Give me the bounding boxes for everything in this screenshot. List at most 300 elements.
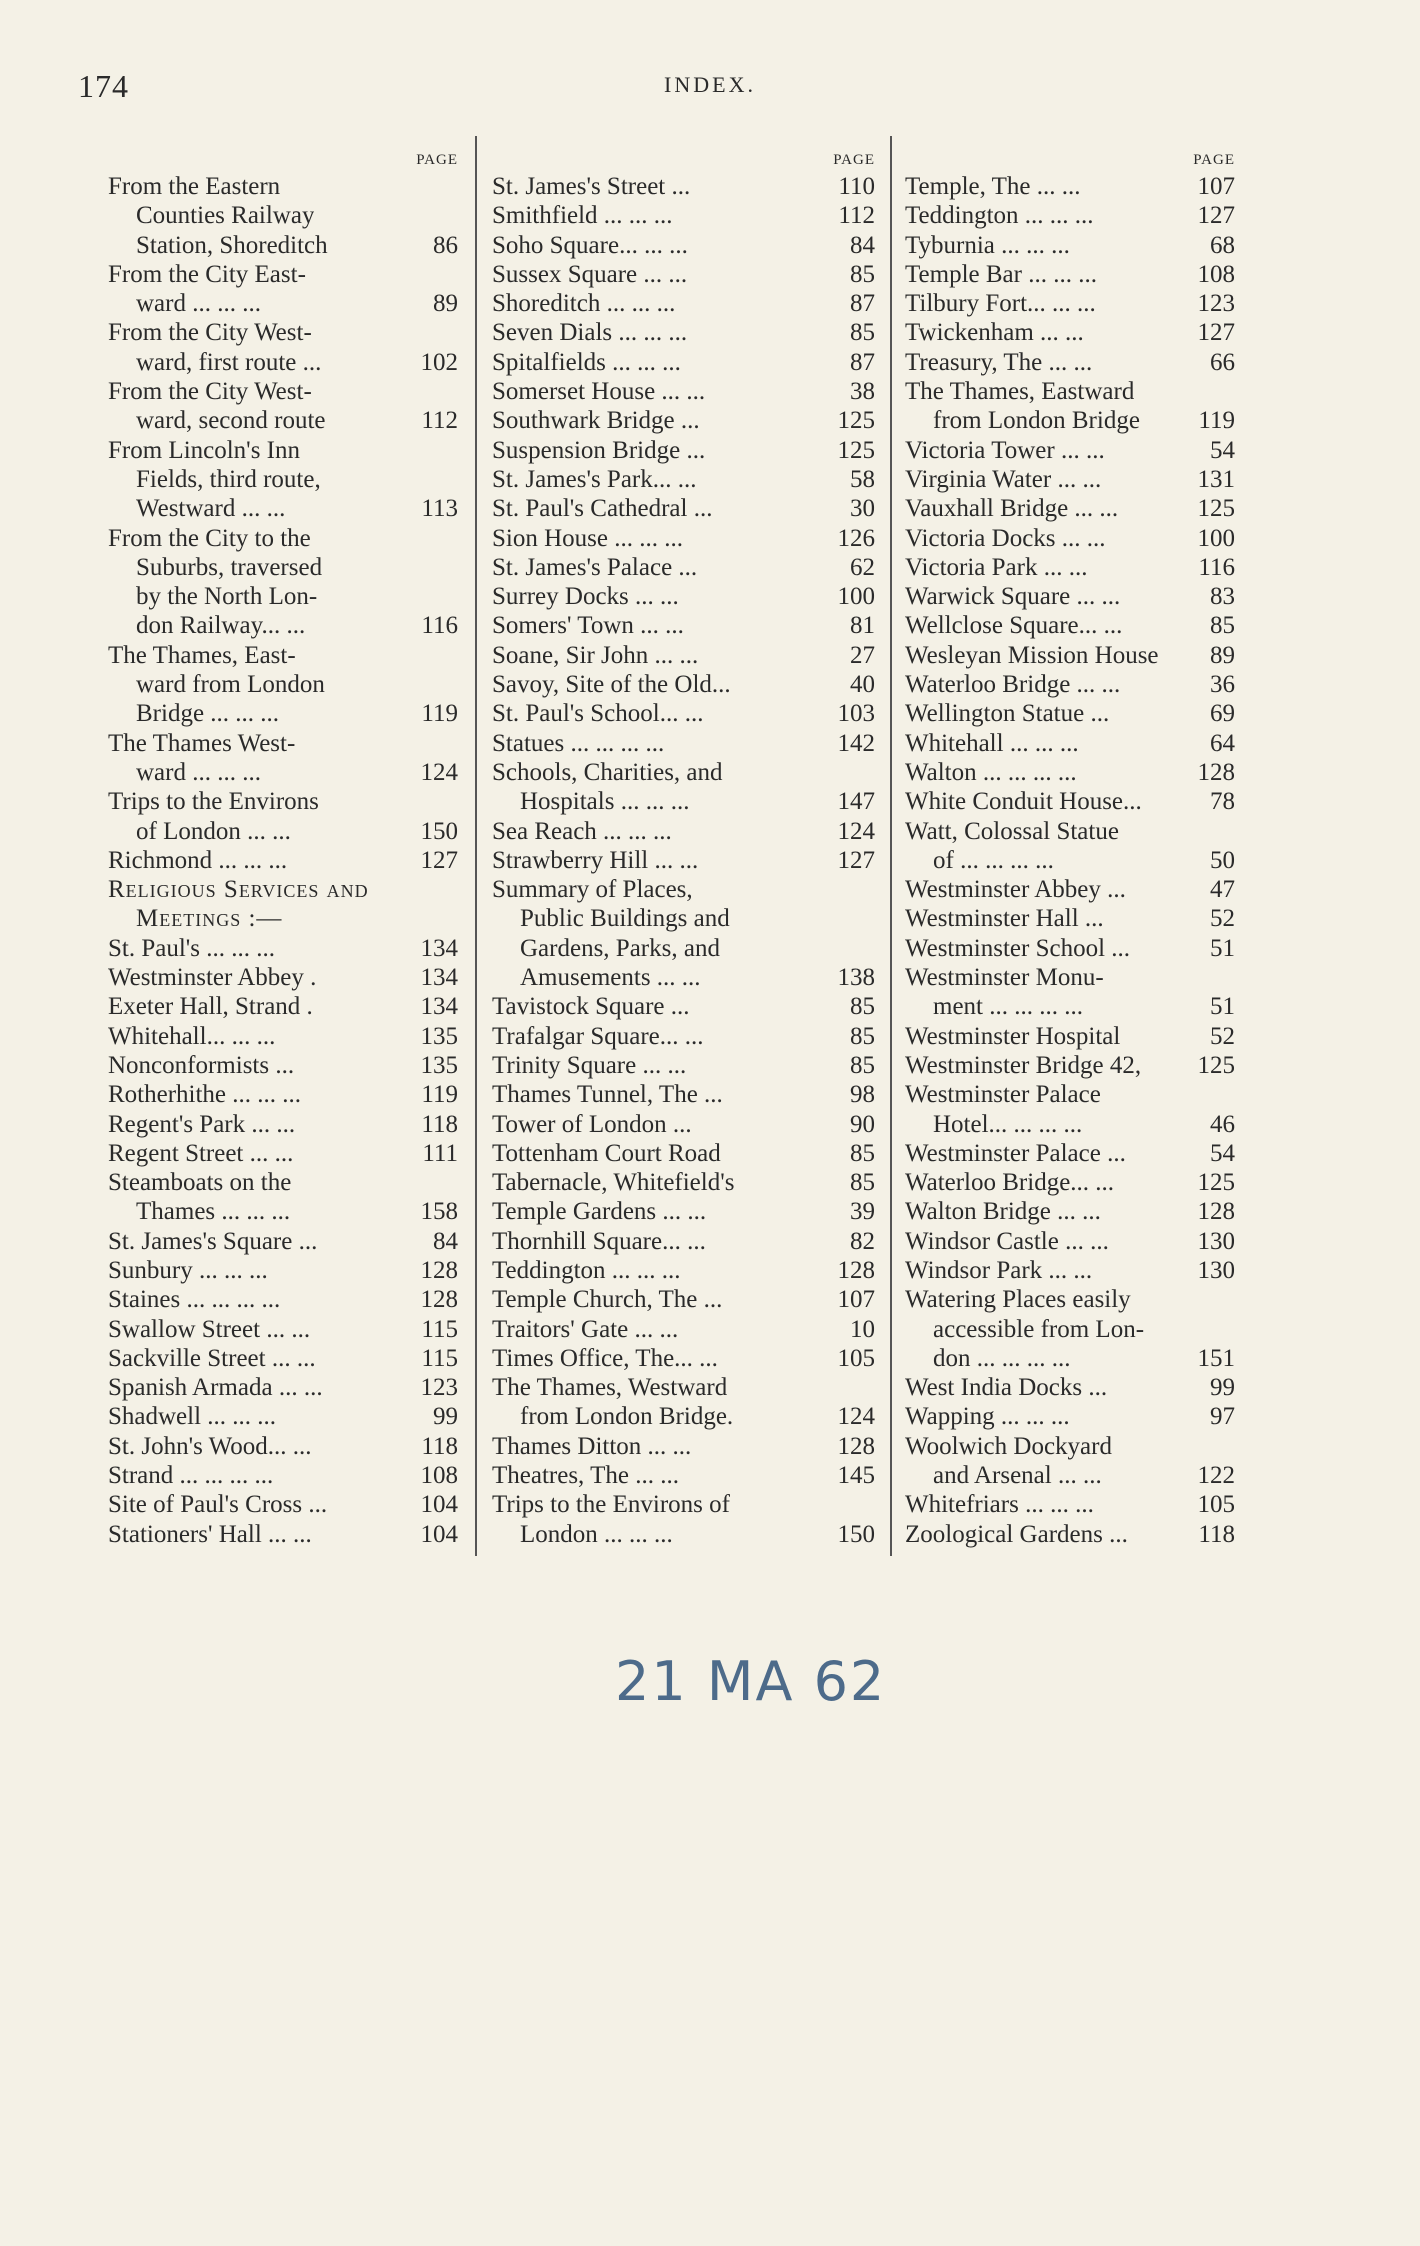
index-entry-page bbox=[402, 465, 458, 494]
index-entry bbox=[492, 172, 875, 201]
index-entry bbox=[905, 1402, 1235, 1431]
index-entry-page: 87 bbox=[850, 290, 875, 318]
index-entry bbox=[108, 1373, 458, 1402]
page-column-header: PAGE bbox=[1193, 152, 1235, 168]
index-entry-page: 87 bbox=[850, 348, 875, 376]
index-entry-page bbox=[402, 524, 458, 553]
page-column-header: PAGE bbox=[416, 152, 458, 168]
index-entry-name: Victoria Docks ... ... bbox=[905, 524, 1106, 552]
index-entry bbox=[108, 231, 458, 260]
index-entry bbox=[905, 846, 1235, 875]
index-entry-name: Westminster Bridge 42, bbox=[905, 1051, 1142, 1079]
index-entry-page bbox=[402, 904, 458, 933]
index-entry-page: 115 bbox=[421, 1315, 458, 1343]
index-entry bbox=[905, 231, 1235, 260]
index-entry-page bbox=[1179, 377, 1235, 406]
index-entry bbox=[492, 1285, 875, 1314]
index-entry bbox=[905, 1461, 1235, 1490]
index-entry bbox=[492, 201, 875, 230]
index-entry-name: Theatres, The ... ... bbox=[492, 1462, 679, 1490]
index-entry-name: Tottenham Court Road bbox=[492, 1139, 721, 1167]
index-entry-name: Westminster Abbey ... bbox=[905, 876, 1126, 904]
index-entry-page: 100 bbox=[1197, 524, 1235, 552]
index-entry-page bbox=[819, 1373, 875, 1402]
index-entry bbox=[108, 1139, 458, 1168]
index-entry-name: Whitehall ... ... ... bbox=[905, 729, 1079, 757]
index-entry-page: 125 bbox=[837, 407, 875, 435]
index-entry bbox=[108, 1490, 458, 1519]
index-entry-name: Waterloo Bridge... ... bbox=[905, 1169, 1115, 1197]
index-entry bbox=[108, 494, 458, 523]
index-entry-page: 54 bbox=[1210, 436, 1235, 464]
index-entry-page: 112 bbox=[838, 202, 875, 230]
index-entry-name: Thames ... ... ... bbox=[136, 1198, 291, 1226]
index-entry-page: 125 bbox=[837, 436, 875, 464]
index-entry bbox=[108, 1227, 458, 1256]
index-entry-name: Thames Ditton ... ... bbox=[492, 1432, 692, 1460]
index-entry bbox=[108, 611, 458, 640]
index-entry-page bbox=[402, 787, 458, 816]
index-entry-page: 115 bbox=[421, 1344, 458, 1372]
index-entry-name: St. James's Park... ... bbox=[492, 465, 697, 493]
index-entry-page bbox=[1179, 1080, 1235, 1109]
index-entry-page: 39 bbox=[850, 1198, 875, 1226]
index-entry-page: 85 bbox=[850, 1051, 875, 1079]
index-entry-page: 100 bbox=[837, 583, 875, 611]
index-entry bbox=[108, 436, 458, 465]
index-entry-page: 119 bbox=[421, 700, 458, 728]
index-entry-name: Strand ... ... ... ... bbox=[108, 1462, 274, 1490]
index-entry bbox=[905, 406, 1235, 435]
index-entry bbox=[108, 934, 458, 963]
index-entry bbox=[905, 611, 1235, 640]
index-entry-name: Sunbury ... ... ... bbox=[108, 1256, 268, 1284]
index-entry-page: 135 bbox=[420, 1051, 458, 1079]
index-entry bbox=[905, 524, 1235, 553]
index-entry bbox=[905, 787, 1235, 816]
index-entry-name: Virginia Water ... ... bbox=[905, 465, 1102, 493]
index-entry-name: St. James's Square ... bbox=[108, 1227, 318, 1255]
index-entry-name: Amusements ... ... bbox=[520, 964, 701, 992]
index-entry-name: Spitalfields ... ... ... bbox=[492, 348, 681, 376]
index-entry bbox=[905, 1256, 1235, 1285]
index-entry bbox=[905, 641, 1235, 670]
index-entry-name: Westminster Palace bbox=[905, 1081, 1101, 1109]
index-entry bbox=[492, 611, 875, 640]
index-entry bbox=[108, 1197, 458, 1226]
index-entry bbox=[905, 1227, 1235, 1256]
index-entry-page: 85 bbox=[850, 1169, 875, 1197]
index-entry-name: from London Bridge bbox=[933, 407, 1140, 435]
index-entry bbox=[905, 934, 1235, 963]
index-entry bbox=[492, 1080, 875, 1109]
index-entry-page: 128 bbox=[1197, 758, 1235, 786]
index-entry bbox=[108, 1022, 458, 1051]
index-entry-name: Warwick Square ... ... bbox=[905, 583, 1121, 611]
index-entry-name: Counties Railway bbox=[136, 202, 315, 230]
index-entry-page bbox=[402, 172, 458, 201]
index-entry bbox=[492, 963, 875, 992]
index-entry bbox=[905, 1315, 1235, 1344]
index-entry-name: Temple, The ... ... bbox=[905, 173, 1081, 200]
index-entry bbox=[492, 699, 875, 728]
index-entry-name: Public Buildings and bbox=[520, 905, 730, 933]
index-entry bbox=[492, 1256, 875, 1285]
index-entry-name: Victoria Park ... ... bbox=[905, 553, 1088, 581]
index-entry-name: Temple Bar ... ... ... bbox=[905, 260, 1097, 288]
index-entry-name: Temple Church, The ... bbox=[492, 1286, 723, 1314]
index-entry-page bbox=[1179, 1315, 1235, 1344]
index-entry-name: Wellington Statue ... bbox=[905, 700, 1110, 728]
index-entry-name: From the City West- bbox=[108, 319, 312, 347]
index-entry-name: don ... ... ... ... bbox=[933, 1344, 1071, 1372]
index-entry-name: Somerset House ... ... bbox=[492, 378, 706, 406]
index-entry-name: Soho Square... ... ... bbox=[492, 231, 688, 259]
index-entry-name: Tilbury Fort... ... ... bbox=[905, 290, 1096, 318]
index-entry-page: 145 bbox=[837, 1462, 875, 1490]
index-entry-page: 66 bbox=[1210, 348, 1235, 376]
index-entry-name: From Lincoln's Inn bbox=[108, 436, 300, 464]
index-entry bbox=[492, 1402, 875, 1431]
index-entry bbox=[492, 289, 875, 318]
index-entry-name: Whitefriars ... ... ... bbox=[905, 1491, 1094, 1519]
index-entry bbox=[905, 1520, 1235, 1549]
index-entry-page: 51 bbox=[1210, 934, 1235, 962]
index-entry bbox=[905, 172, 1235, 201]
index-entry-name: The Thames, Eastward bbox=[905, 378, 1135, 406]
index-entry-page: 151 bbox=[1197, 1344, 1235, 1372]
date-stamp: 21 MA 62 bbox=[615, 1650, 887, 1713]
index-entry bbox=[905, 699, 1235, 728]
index-entry-page: 118 bbox=[1198, 1520, 1235, 1548]
index-entry-page: 98 bbox=[850, 1081, 875, 1109]
index-entry-page: 84 bbox=[433, 1227, 458, 1255]
index-entry-page bbox=[819, 904, 875, 933]
index-entry-name: Seven Dials ... ... ... bbox=[492, 319, 688, 347]
index-entry-page: 130 bbox=[1197, 1227, 1235, 1255]
index-entry-name: Whitehall... ... ... bbox=[108, 1022, 276, 1050]
index-entry-page: 10 bbox=[850, 1315, 875, 1343]
index-entry-page: 119 bbox=[421, 1081, 458, 1109]
index-entry-page: 125 bbox=[1197, 1051, 1235, 1079]
index-entry-name: Somers' Town ... ... bbox=[492, 612, 684, 640]
index-entry bbox=[108, 1402, 458, 1431]
index-entry-name: don Railway... ... bbox=[136, 612, 306, 640]
index-entry bbox=[108, 524, 458, 553]
index-entry-name: Bridge ... ... ... bbox=[136, 700, 280, 728]
index-entry-page: 64 bbox=[1210, 729, 1235, 757]
index-entry-page: 112 bbox=[421, 407, 458, 435]
index-entry-page: 118 bbox=[421, 1110, 458, 1138]
index-entry-page: 90 bbox=[850, 1110, 875, 1138]
index-entry-name: Sackville Street ... ... bbox=[108, 1344, 316, 1372]
index-entry-name: Steamboats on the bbox=[108, 1169, 292, 1197]
index-entry bbox=[492, 758, 875, 787]
index-entry bbox=[492, 1373, 875, 1402]
index-entry bbox=[492, 1227, 875, 1256]
index-entry-name: From the City West- bbox=[108, 378, 312, 406]
index-entry-name: London ... ... ... bbox=[520, 1520, 673, 1548]
index-entry-page: 47 bbox=[1210, 876, 1235, 904]
index-entry-page: 104 bbox=[420, 1491, 458, 1519]
column-divider bbox=[890, 136, 892, 1556]
index-entry-page: 85 bbox=[850, 260, 875, 288]
index-entry-page bbox=[402, 582, 458, 611]
index-entry bbox=[905, 1168, 1235, 1197]
index-entry-page: 40 bbox=[850, 671, 875, 699]
index-entry-name: Rotherhithe ... ... ... bbox=[108, 1081, 302, 1109]
index-entry bbox=[492, 729, 875, 758]
index-entry-page: 127 bbox=[1197, 319, 1235, 347]
index-entry-name: Temple Gardens ... ... bbox=[492, 1198, 707, 1226]
index-entry-name: Site of Paul's Cross ... bbox=[108, 1491, 328, 1519]
index-entry-page: 85 bbox=[850, 1022, 875, 1050]
index-entry-name: Suburbs, traversed bbox=[136, 553, 323, 581]
index-entry bbox=[905, 817, 1235, 846]
index-entry-page bbox=[402, 201, 458, 230]
index-entry bbox=[492, 787, 875, 816]
index-entry-page: 127 bbox=[1197, 202, 1235, 230]
index-entry-page bbox=[819, 875, 875, 904]
index-entry bbox=[108, 553, 458, 582]
index-entry-page: 125 bbox=[1197, 1169, 1235, 1197]
index-entry bbox=[905, 289, 1235, 318]
index-entry-page: 142 bbox=[837, 729, 875, 757]
index-entry bbox=[108, 318, 458, 347]
index-column-3 bbox=[905, 148, 1235, 1549]
index-entry-page: 124 bbox=[837, 1403, 875, 1431]
index-entry-page: 99 bbox=[1210, 1374, 1235, 1402]
index-entry-page: 85 bbox=[850, 993, 875, 1021]
index-entry-name: Schools, Charities, and bbox=[492, 758, 723, 786]
index-entry-name: West India Docks ... bbox=[905, 1374, 1108, 1402]
index-entry-page: 111 bbox=[422, 1139, 458, 1167]
index-entry-name: Savoy, Site of the Old... bbox=[492, 671, 731, 699]
index-entry-page: 102 bbox=[420, 348, 458, 376]
index-entry-page: 116 bbox=[1198, 553, 1235, 581]
index-entry-name: Smithfield ... ... ... bbox=[492, 202, 673, 230]
index-entry-name: from London Bridge. bbox=[520, 1403, 734, 1431]
index-entry bbox=[905, 1373, 1235, 1402]
index-entry-page: 83 bbox=[1210, 583, 1235, 611]
index-entry bbox=[108, 758, 458, 787]
index-entry bbox=[492, 260, 875, 289]
index-entry-name: Richmond ... ... ... bbox=[108, 846, 288, 874]
index-entry-name: Twickenham ... ... bbox=[905, 319, 1084, 347]
index-entry bbox=[492, 465, 875, 494]
index-entry bbox=[492, 1139, 875, 1168]
index-entry-page: 68 bbox=[1210, 231, 1235, 259]
index-entry-name: The Thames West- bbox=[108, 729, 296, 757]
index-entry bbox=[492, 992, 875, 1021]
index-entry-page bbox=[402, 260, 458, 289]
index-entry-name: Meetings :— bbox=[136, 905, 283, 933]
index-entry-page bbox=[819, 934, 875, 963]
index-entry-name: Westminster School ... bbox=[905, 934, 1131, 962]
index-entry-page: 158 bbox=[420, 1198, 458, 1226]
index-entry-page bbox=[402, 553, 458, 582]
index-entry bbox=[492, 846, 875, 875]
index-entry-page: 119 bbox=[1198, 407, 1235, 435]
index-entry-page: 128 bbox=[1197, 1198, 1235, 1226]
index-entry-name: Regent's Park ... ... bbox=[108, 1110, 296, 1138]
index-entry-name: Tyburnia ... ... ... bbox=[905, 231, 1070, 259]
index-entry-page bbox=[402, 436, 458, 465]
index-entry bbox=[108, 1168, 458, 1197]
index-entry-name: Westminster Abbey . bbox=[108, 964, 317, 992]
index-entry bbox=[492, 524, 875, 553]
index-entry-name: Swallow Street ... ... bbox=[108, 1315, 311, 1343]
index-entry-page: 127 bbox=[420, 846, 458, 874]
index-entry-name: Windsor Park ... ... bbox=[905, 1256, 1093, 1284]
index-entry-name: Shoreditch ... ... ... bbox=[492, 290, 676, 318]
index-entry-page: 128 bbox=[420, 1286, 458, 1314]
index-entry-name: Fields, third route, bbox=[136, 465, 321, 493]
index-entry bbox=[108, 992, 458, 1021]
index-entry bbox=[905, 1432, 1235, 1461]
index-entry-page: 107 bbox=[837, 1286, 875, 1314]
index-entry-page bbox=[1179, 963, 1235, 992]
index-entry-name: ward ... ... ... bbox=[136, 758, 261, 786]
index-entry-page: 110 bbox=[838, 173, 875, 200]
index-entry-page: 85 bbox=[850, 319, 875, 347]
index-entry-page: 150 bbox=[837, 1520, 875, 1548]
index-entry-page: 147 bbox=[837, 788, 875, 816]
index-entry bbox=[905, 465, 1235, 494]
index-entry bbox=[905, 1051, 1235, 1080]
index-entry-name: Trafalgar Square... ... bbox=[492, 1022, 704, 1050]
index-entry bbox=[905, 1022, 1235, 1051]
index-entry-page: 46 bbox=[1210, 1110, 1235, 1138]
index-entry bbox=[492, 904, 875, 933]
index-entry-page: 123 bbox=[420, 1374, 458, 1402]
index-entry bbox=[492, 553, 875, 582]
index-entry-name: Tabernacle, Whitefield's bbox=[492, 1169, 735, 1197]
index-entry-page: 78 bbox=[1210, 788, 1235, 816]
index-entry-name: St. Paul's Cathedral ... bbox=[492, 495, 713, 523]
index-entry bbox=[492, 1022, 875, 1051]
index-entry bbox=[108, 699, 458, 728]
index-entry-page: 89 bbox=[1210, 641, 1235, 669]
index-entry-page: 58 bbox=[850, 465, 875, 493]
index-entry bbox=[108, 465, 458, 494]
index-entry bbox=[108, 1432, 458, 1461]
index-entry-name: Religious Services and bbox=[108, 876, 369, 904]
index-entry-page: 36 bbox=[1210, 671, 1235, 699]
index-entry bbox=[492, 1051, 875, 1080]
index-entry bbox=[108, 1110, 458, 1139]
index-entry-page: 30 bbox=[850, 495, 875, 523]
index-entry-name: White Conduit House... bbox=[905, 788, 1142, 816]
index-entry-name: of London ... ... bbox=[136, 817, 291, 845]
index-entry-page: 84 bbox=[850, 231, 875, 259]
index-entry bbox=[905, 904, 1235, 933]
index-entry bbox=[108, 641, 458, 670]
index-entry-name: Trips to the Environs of bbox=[492, 1491, 730, 1519]
index-entry-page bbox=[819, 1490, 875, 1519]
index-entry-name: Exeter Hall, Strand . bbox=[108, 993, 313, 1021]
index-entry bbox=[492, 1110, 875, 1139]
index-entry-page: 130 bbox=[1197, 1256, 1235, 1284]
index-entry-name: St. Paul's ... ... ... bbox=[108, 934, 276, 962]
index-entry-name: Strawberry Hill ... ... bbox=[492, 846, 699, 874]
index-entry bbox=[905, 1110, 1235, 1139]
index-entry bbox=[905, 436, 1235, 465]
index-entry-page: 52 bbox=[1210, 1022, 1235, 1050]
index-entry-page: 103 bbox=[837, 700, 875, 728]
index-entry-name: of ... ... ... ... bbox=[933, 846, 1054, 874]
index-entry bbox=[108, 875, 458, 904]
index-entry-name: Suspension Bridge ... bbox=[492, 436, 706, 464]
index-entry-page bbox=[402, 377, 458, 406]
index-entry bbox=[492, 817, 875, 846]
index-entry-page: 126 bbox=[837, 524, 875, 552]
index-entry-page: 54 bbox=[1210, 1139, 1235, 1167]
index-entry-page: 81 bbox=[850, 612, 875, 640]
index-entry-name: Watt, Colossal Statue bbox=[905, 817, 1119, 845]
index-entry-page: 131 bbox=[1197, 465, 1235, 493]
index-entry-name: ment ... ... ... ... bbox=[933, 993, 1083, 1021]
index-entry bbox=[905, 1080, 1235, 1109]
index-entry bbox=[905, 729, 1235, 758]
index-column-1 bbox=[108, 148, 458, 1549]
index-entry bbox=[108, 787, 458, 816]
index-entry bbox=[108, 172, 458, 201]
index-entry-page: 116 bbox=[421, 612, 458, 640]
index-entry bbox=[108, 201, 458, 230]
page-column-header: PAGE bbox=[833, 152, 875, 168]
index-entry-page: 86 bbox=[433, 231, 458, 259]
index-entry-name: Hospitals ... ... ... bbox=[520, 788, 690, 816]
index-entry-page: 134 bbox=[420, 964, 458, 992]
index-entry bbox=[905, 260, 1235, 289]
index-entry-page: 150 bbox=[420, 817, 458, 845]
index-entry-name: Times Office, The... ... bbox=[492, 1344, 718, 1372]
index-entry-page: 85 bbox=[850, 1139, 875, 1167]
index-entry-name: and Arsenal ... ... bbox=[933, 1462, 1102, 1490]
index-entry-name: Hotel... ... ... ... bbox=[933, 1110, 1083, 1138]
index-entry bbox=[492, 1490, 875, 1519]
index-entry-name: Regent Street ... ... bbox=[108, 1139, 294, 1167]
index-entry bbox=[108, 377, 458, 406]
index-entry-page: 51 bbox=[1210, 993, 1235, 1021]
index-entry-name: Nonconformists ... bbox=[108, 1051, 295, 1079]
index-entry bbox=[905, 1285, 1235, 1314]
index-entry bbox=[108, 963, 458, 992]
index-entry-name: Station, Shoreditch bbox=[136, 231, 328, 259]
index-entry bbox=[108, 1461, 458, 1490]
index-entry-page bbox=[1179, 817, 1235, 846]
index-entry-name: The Thames, East- bbox=[108, 641, 296, 669]
index-entry-name: Victoria Tower ... ... bbox=[905, 436, 1105, 464]
index-entry-name: Westminster Monu- bbox=[905, 964, 1104, 992]
index-entry bbox=[108, 1051, 458, 1080]
index-entry bbox=[492, 641, 875, 670]
index-entry-page: 135 bbox=[420, 1022, 458, 1050]
index-entry-name: Walton ... ... ... ... bbox=[905, 758, 1077, 786]
index-entry-page: 108 bbox=[1197, 260, 1235, 288]
index-entry-page: 38 bbox=[850, 378, 875, 406]
index-entry-name: ward from London bbox=[136, 671, 325, 699]
index-entry-name: Wellclose Square... ... bbox=[905, 612, 1123, 640]
index-entry-name: Shadwell ... ... ... bbox=[108, 1403, 277, 1431]
index-entry-page: 82 bbox=[850, 1227, 875, 1255]
index-entry bbox=[492, 1461, 875, 1490]
index-entry bbox=[492, 582, 875, 611]
index-entry bbox=[905, 963, 1235, 992]
index-entry bbox=[905, 1139, 1235, 1168]
index-entry-name: Gardens, Parks, and bbox=[520, 934, 720, 962]
